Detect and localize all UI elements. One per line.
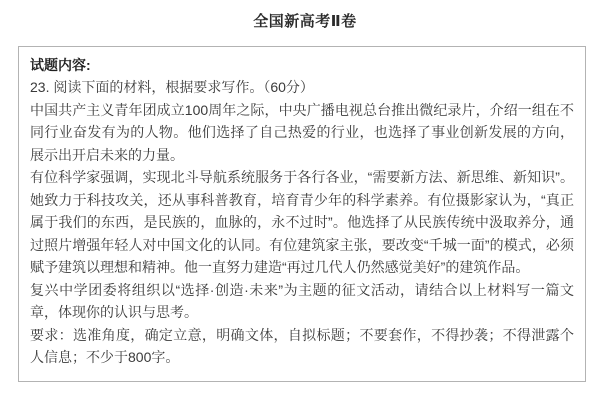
- material-paragraph-requirements: 要求：选准角度，确定立意，明确文体，自拟标题；不要套作，不得抄袭；不得泄露个人信息；不少于800字。: [30, 326, 574, 365]
- material-paragraph-examples: 有位科学家强调，实现北斗导航系统服务于各行各业，“需要新方法、新思维、新知识”。她致力于科技攻关，还从事科普教育，培育青少年的科学素养。有位摄影家认为，“真正属于我们的东西，是民族的，血脉的，永不过时”。他选择了从民族传统中汲取养分，通过照片增强年轻人对中国文化的认同。有位建筑家主张，要改变“千城一面”的模式，必须赋予建筑以理想和精神。他一直努力建造“再过几代人仍然感觉美好”的建筑作品。: [30, 169, 574, 275]
- material-paragraph-intro: 中国共产主义青年团成立100周年之际，中央广播电视总台推出微纪录片，介绍一组在不同行业奋发有为的人物。他们选择了自己热爱的行业，也选择了事业创新发展的方向，展示出开启未来的力量。: [30, 101, 574, 163]
- question-number-line: 23. 阅读下面的材料，根据要求写作。（60分）: [30, 79, 314, 95]
- page-title: 全国新高考Ⅱ卷: [253, 13, 357, 30]
- exam-content-box: [18, 46, 586, 382]
- material-paragraph-task: 复兴中学团委将组织以“选择·创造·未来”为主题的征文活动，请结合以上材料写一篇文章，体现你的认识与思考。: [30, 281, 574, 320]
- content-box-header: 试题内容:: [30, 57, 91, 73]
